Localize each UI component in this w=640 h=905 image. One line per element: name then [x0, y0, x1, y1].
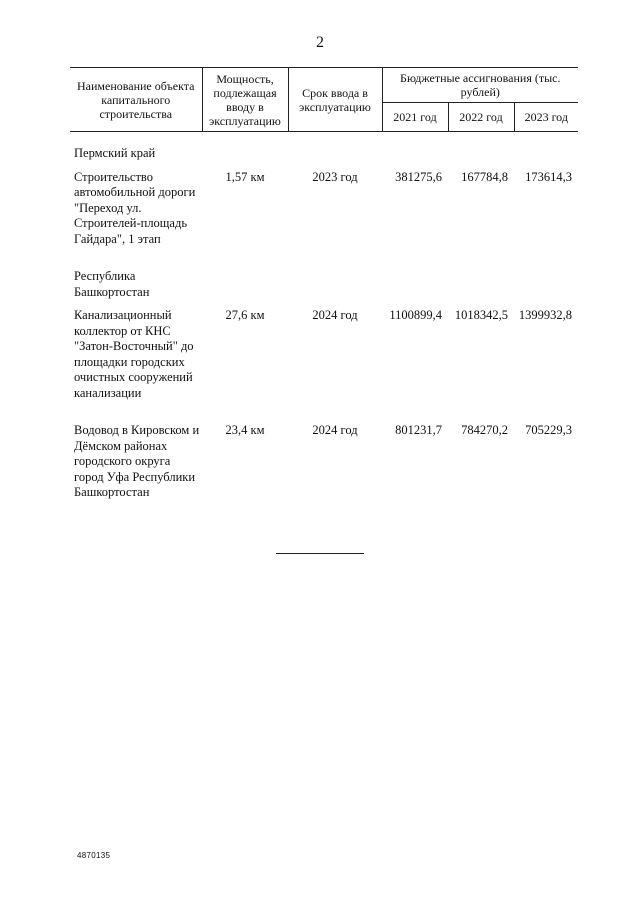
header-year-2023: 2023 год: [514, 103, 578, 132]
value-2022: 167784,8: [461, 169, 508, 184]
value-2021: 801231,7: [395, 423, 442, 437]
header-year-2022: 2022 год: [448, 103, 514, 132]
region-row: [70, 269, 578, 308]
header-capacity: Мощность, подлежащая вводу в эксплуатацию: [202, 68, 288, 132]
region-row: [70, 146, 578, 170]
budget-table: [70, 67, 578, 523]
capacity-value: 23,4 км: [225, 423, 265, 437]
closing-divider: [276, 553, 364, 554]
term-value: 2024 год: [312, 423, 358, 437]
header-budget: Бюджетные ассигнования (тыс. рублей): [382, 68, 578, 103]
header-year-2021: 2021 год: [382, 103, 448, 132]
value-2022: 784270,2: [461, 423, 508, 437]
term-value: 2024 год: [312, 308, 358, 322]
value-2021: 381275,6: [395, 169, 442, 184]
object-name: Водовод в Кировском и Дёмском районах городского округа город Уфа Республики Башкортостан: [74, 423, 200, 499]
value-2023: 705229,3: [525, 423, 573, 437]
region-name: Республика Башкортостан: [74, 269, 150, 299]
value-2023: 1399932,8: [518, 308, 573, 322]
value-2023: 173614,3: [525, 169, 573, 184]
value-2022: 1018342,5: [454, 308, 508, 322]
page-number: 2: [316, 34, 324, 51]
capacity-value: 27,6 км: [225, 308, 265, 322]
object-name: Строительство автомобильной дороги "Переход ул. Строителей-площадь Гайдара", 1 этап: [74, 169, 196, 246]
region-name: Пермский край: [74, 146, 156, 160]
capacity-value: 1,57 км: [225, 169, 265, 184]
object-name: Канализационный коллектор от КНС "Затон-Восточный" до площадки городских очистных сооружений канализации: [74, 308, 194, 400]
table-row: [70, 423, 578, 523]
header-commissioning: Срок ввода в эксплуатацию: [288, 68, 382, 132]
header-name: Наименование объекта капитального строительства: [70, 68, 202, 132]
value-2021: 1100899,4: [389, 308, 442, 322]
document-code: 4870135: [77, 851, 111, 860]
term-value: 2023 год: [312, 169, 358, 184]
table-row: [70, 308, 578, 423]
table-row: [70, 170, 578, 270]
